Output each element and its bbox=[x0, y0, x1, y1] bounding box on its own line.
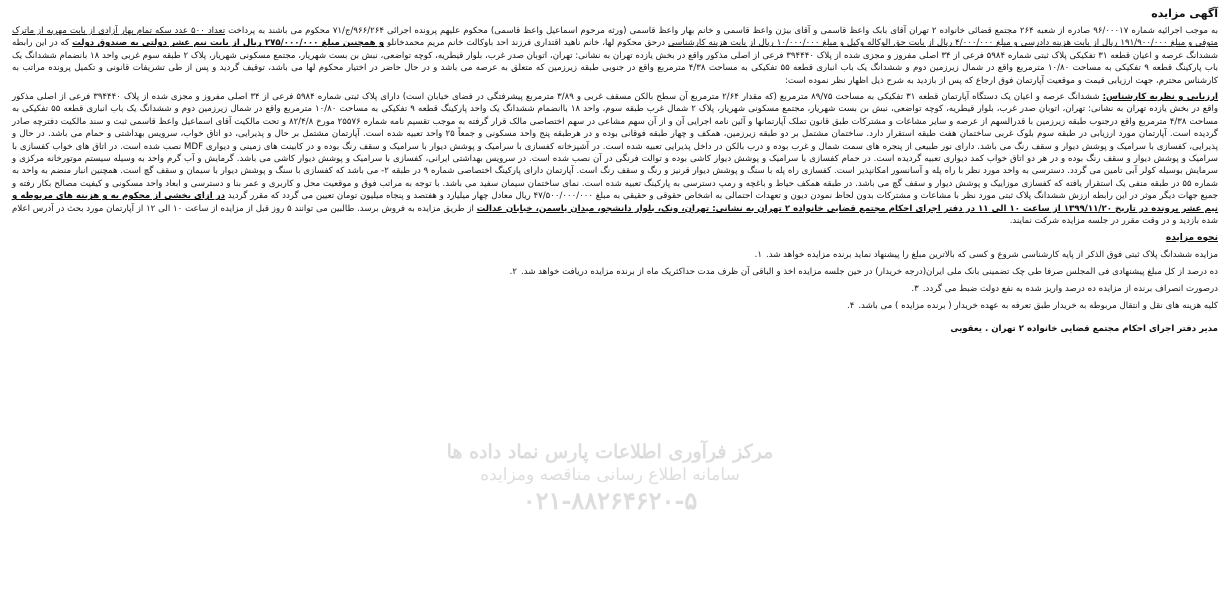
item-text: ده درصد از کل مبلغ پیشنهادی فی المجلس صرفا طی چک تضمینی بانک ملی ایران(درجه خریدار) در حین جلسه مزایده اخذ و الباقی آن ظرف مدت حداکثریک ماه از برنده مزایده دریافت خواهد شد. bbox=[521, 266, 1218, 277]
notice-heading: آگهی مزایده bbox=[1151, 7, 1218, 20]
expert-opinion-text-c: از طریق مزایده به فروش برسد. طالبین می توانند ۵ روز قبل از مزایده از ساعت ۱۰ الی ۱۲ از آپارتمان مورد بحث در آدرس اعلام شده بازدید و در وقت مقرر در جلسه مزایده شرکت نمایند. bbox=[12, 203, 1218, 227]
intro-text-e: که در این رابطه ششدانگ عرصه و اعیان قطعه ۳۱ تفکیکی پلاک ثبتی شماره ۵۹۸۴ فرعی از ۳۴ اصلی مفروز و مجزی شده از پلاک ۳۹۴۴۴۰ فرعی از اصلی مذکور واقع در بخش یازده تهران به نشانی: تهران، اتوبان صدر غرب، بلوار قیطریه، کوچه تواضعی، نبش بن بست شهریار، مجتمع مسکونی شهریار، پلاک ۲ طبقه سوم غربی واحد ۱۸ بانضمام ششدانگ یک باب پارکینگ قطعه ۹ تفکیکی به مساحت ۱۰/۸۰ مترمربع واقع در شمال زیرزمین دوم و ششدانگ یک باب انباری قطعه ۵۵ تفکیکی به مساحت ۴/۳۸ مترمربع واقع در جنوبی طبقه زیرزمین که متعلق به عرصه می باشد و در حال حاضر در اختیار محکوم لها می باشد، توقیف گردید و پس از طی تشریفات قانونی و تکمیل پرونده مراتب به کارشناس محترم، جهت ارزیابی قیمت و موقعیت آپارتمان فوق ارجاع که پس از بازدید به شرح ذیل اظهار نظر نموده است: bbox=[12, 38, 1218, 86]
item-number: ۳. bbox=[911, 283, 919, 294]
watermark-line-2: سامانه اطلاع رسانی مناقصه ومزایده bbox=[480, 465, 740, 485]
item-text: درصورت انصراف برنده از مزایده ده درصد واریز شده به نفع دولت ضبط می گردد. bbox=[922, 283, 1218, 294]
intro-text-d-underlined: و همچنین مبلغ ۲۷۵/۰۰۰/۰۰۰ ریال از بابت نیم عشر دولتی به صندوق دولت bbox=[72, 38, 385, 49]
item-text: کلیه هزینه های نقل و انتقال مربوطه به خریدار طبق تعرفه به عهده خریدار ( برنده مزایده ) می باشد. bbox=[858, 300, 1218, 311]
item-number: ۴. bbox=[846, 300, 855, 311]
expert-opinion-label: ارزیابی و نظریه کارشناس: bbox=[1102, 92, 1219, 103]
expert-opinion-text-a: ششدانگ عرصه و اعیان یک دستگاه آپارتمان قطعه ۳۱ تفکیکی به مساحت ۸۹/۷۵ مترمربع (که مقدار ۲/۶۴ مترمربع آن سطح بالکن مسقف غربی و ۳/۸۹ مترمربع پیشرفتگی در فضای خیابان است) دارای پلاک ثبتی شماره ۵۹۸۴ فرعی از ۳۴ اصلی مفروز و مجزی شده از پلاک ۳۹۴۴۴۰ فرعی از اصلی مذکور واقع در بخش یازده تهران به نشانی: تهران، اتوبان صدر غرب، بلوار قیطریه، کوچه تواضعی، نبش بن بست شهریار، مجتمع مسکونی شهریار، پلاک ۲ شمال غرب طبقه سوم، واحد ۱۸ باانضمام ششدانگ یک واحد پارکینگ قطعه ۹ تفکیکی به مساحت ۱۰/۸۰ مترمربع واقع در شمال زیرزمین دوم و ششدانگ یک باب انباری قطعه ۵۵ تفکیکی به مساحت ۴/۳۸ مترمربع واقع درجنوب طبقه زیرزمین با قدرالسهم از عرصه و سایر مشاعات و مشترکات طبق قانون تملک آپارتمانها و آئین نامه اجرایی آن و از آن سهم مشاعی در سهم اختصاصی مالک قرار گرفته به موجب تقسیم نامه شماره ۲۵۵۷۶ مورخ ۸۲/۴/۸ و تحت مالکیت آقای اسماعیل واعظ قاسمی ثبت و سند مالکیت دفترچه صادر گردیده است. آپارتمان مورد ارزیابی در طبقه سوم بلوک غربی ساختمان هفت طبقه استقرار دارد. ساختمان مشتمل بر دو طبقه زیرزمین، همکف و چهار طبقه فوقانی بوده و در هرطبقه پنج واحد مسکونی و جمعاً ۲۵ واحد تعبیه شده است. آپارتمان مشتمل بر حال و پذیرایی، دو اتاق خواب، سرویس بهداشتی و حمام می باشد. در حال و پذیرایی، کفسازی با سرامیک و پوشش دیوار و سقف رنگ می باشد. دارای نور طبیعی از پنجره های سمت شمال و غرب بوده و درب بالکن در داخل پذیرایی تعبیه شده است. در آشپزخانه کفسازی با سرامیک و پوشش دیوار با سرامیک و سقف رنگ بوده و در کابینت های زمینی و دیواری MDF نصب شده است. در اتاق های خواب کفسازی با سرامیک و پوشش دیوار و سقف رنگ بوده و در هر دو اتاق خواب کمد دیواری تعبیه گردیده است. در حمام کفسازی با سرامیک و پوشش دیوار کاشی بوده و توالت فرنگی در آن نصب شده است. در سرویس بهداشتی ایرانی، کفسازی با سرامیک و پوشش دیوار کاشی می باشد. گرمایش و آب گرم واحد به وسیله سیستم موتورخانه مرکزی و سرمایش بوسیله کولر آبی تامین می گردد. دسترسی به واحد مورد نظر با راه پله و آسانسور امکانپذیر است. کفسازی راه پله با سنگ و پوشش دیوار قرنیز و رنگ و سقف رنگ است. آپارتمان دارای پارکینگ اختصاصی شماره ۹ در طبقه ۲- می باشد که کفسازی با سنگ و پوشش دیوار با سیمان و سقف گچ است. همچنین انبار منضم به واحد به شماره ۵۵ در طبقه منفی یک استقرار یافته که کفسازی موزاییک و پوشش دیوار و سقف گچ می باشد. در طبقه همکف حیاط و باغچه و رمپ دسترسی به پارکینگ تعبیه شده است. نمای ساختمان سیمان سفید می باشد. با توجه به مراتب فوق و موقعیت محل و کاربری و عمر بنا و دسترسی و ابعاد واحد مسکونی و کیفیت مصالح بکار رفته و جمیع جهات دیگر موثر در این رابطه ارزش ششدانگ پلاک ثبتی مورد نظر با مشاعات و مشترکات بدون لحاظ نمودن دیون و تعهدات احتمالی به اشخاص حقوقی و حقیقی به مبلغ ۴۷/۵۰۰/۰۰۰/۰۰۰ ریال معادل چهار میلیارد و هفتصد و پنجاه میلیون تومان تعیین می گردد که مقرر گردید bbox=[12, 92, 1219, 202]
auction-method-item-1 bbox=[12, 248, 1218, 262]
auction-method-item-4 bbox=[12, 299, 1218, 313]
intro-paragraph bbox=[12, 25, 1218, 87]
watermark-line-1: مرکز فرآوری اطلاعات پارس نماد داده ها bbox=[446, 441, 774, 463]
expert-opinion-text-b-underlined: در ازای بخشی از محکوم به و هزینه های مربوطه و نیم عشر پرونده در تاریخ ۱۳۹۹/۱۱/۲۰ از ساعت ۱۰ الی ۱۱ در دفتر اجرای احکام مجتمع قضایی خانواده ۲ تهران به نشانی: تهران، ونک، بلوار دانشجو، میدان یاسمن، خیابان عدالت bbox=[12, 191, 1218, 214]
intro-text-b-underlined: تعداد ۵۰۰ عدد سکه تمام بهار آزادی از بابت مهریه از ماترک متوفی و مبلغ ۱۹۱/۹۰۰/۰۰۰ ریال از بابت هزینه دادرسی و مبلغ ۴/۰۰۰/۰۰۰ ریال از بابت حق الوکاله وکیل و مبلغ ۱۰/۰۰۰/۰۰۰ ریال از بابت هزینه کارشناسی bbox=[12, 26, 1219, 49]
intro-text-c: درحق محکوم لها، خانم ناهید اقتداری فرزند احد باوکالت خانم مریم محمدخانلو bbox=[384, 38, 668, 49]
auction-method-title: نحوه مزایده bbox=[1165, 232, 1218, 243]
signature-line: مدیر دفتر اجرای احکام مجتمع قضایی خانواده ۲ تهران . یعقوبی bbox=[950, 323, 1218, 334]
auction-method-item-3 bbox=[12, 282, 1218, 296]
item-number: ۱. bbox=[754, 249, 762, 260]
intro-text-a: به موجب اجرائیه شماره ۹۶/۰۰۰۱۷ صادره از شعبه ۲۶۴ مجتمع قضائی خانواده ۲ تهران آقای بابک واعظ قاسمی و آقای بیژن واعظ قاسمی و خانم بهار واعظ قاسمی (ورثه مرحوم اسماعیل واعظ قاسمی) محکوم علیهم پرونده اجرائی ۹۶۶/۲۶۴/ج/۷۱ محکوم می باشند به پرداخت bbox=[225, 26, 1218, 36]
item-number: ۲. bbox=[509, 266, 517, 277]
expert-opinion-paragraph bbox=[12, 91, 1218, 227]
watermark-phone: ۰۲۱-۸۸۲۶۴۶۲۰-۵ bbox=[522, 486, 698, 515]
auction-method-item-2 bbox=[12, 265, 1218, 279]
item-text: مزایده ششدانگ پلاک ثبتی فوق الذکر از پایه کارشناسی شروع و کسی که بالاترین مبلغ را پیشنهاد نماید برنده مزایده خواهد شد. bbox=[765, 249, 1218, 260]
